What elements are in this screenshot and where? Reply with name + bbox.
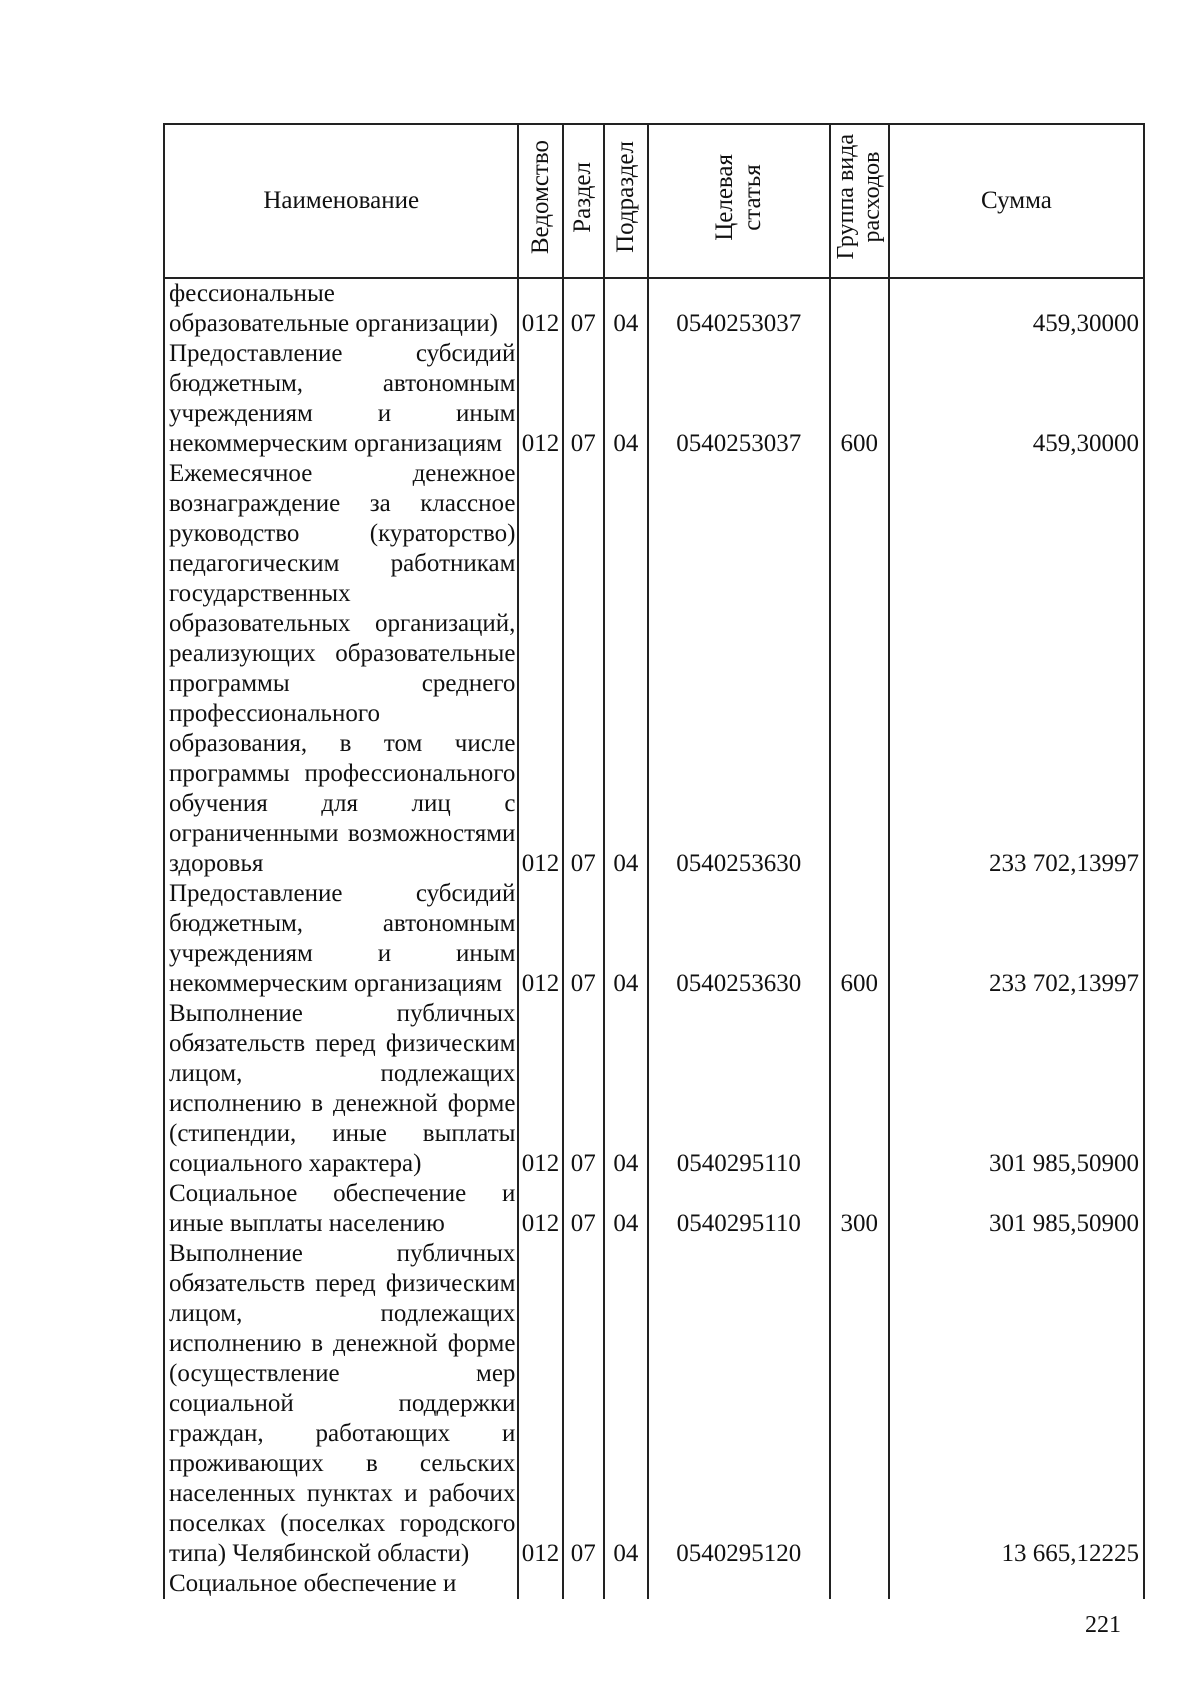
table-row xyxy=(164,1569,1144,1599)
table-header-row xyxy=(164,124,1144,278)
table-row xyxy=(164,999,1144,1179)
row-podrazdel: 04 xyxy=(604,1179,648,1239)
row-gruppa: 300 xyxy=(830,1179,889,1239)
row-podrazdel: 04 xyxy=(604,339,648,459)
row-name: Ежемесячное денежное вознаграждение за классное руководство (кураторство) педагогическим работникам государственных образовательных организаций, реализующих образовательные программы среднего профессионального образования, в том числе программы профессионального обучения для лиц с ограниченными возможностями здоровья xyxy=(164,459,518,879)
row-gruppa xyxy=(830,459,889,879)
row-podrazdel xyxy=(604,1569,648,1599)
row-celevaya: 0540295110 xyxy=(648,1179,830,1239)
row-summa: 301 985,50900 xyxy=(889,999,1144,1179)
row-summa: 233 702,13997 xyxy=(889,879,1144,999)
row-podrazdel: 04 xyxy=(604,1239,648,1569)
row-gruppa: 600 xyxy=(830,879,889,999)
row-celevaya xyxy=(648,1569,830,1599)
row-razdel xyxy=(563,1569,604,1599)
row-gruppa xyxy=(830,999,889,1179)
row-celevaya: 0540253630 xyxy=(648,879,830,999)
row-vedomstvo xyxy=(518,1569,562,1599)
row-vedomstvo: 012 xyxy=(518,999,562,1179)
row-summa: 233 702,13997 xyxy=(889,459,1144,879)
row-name: фессиональные образовательные организации) xyxy=(164,278,518,339)
header-summa: Сумма xyxy=(889,124,1144,278)
row-vedomstvo: 012 xyxy=(518,879,562,999)
row-vedomstvo: 012 xyxy=(518,339,562,459)
row-razdel: 07 xyxy=(563,278,604,339)
row-name: Выполнение публичных обязательств перед физическим лицом, подлежащих исполнению в денежной форме (стипендии, иные выплаты социального характера) xyxy=(164,999,518,1179)
row-razdel: 07 xyxy=(563,999,604,1179)
row-name: Социальное обеспечение и иные выплаты населению xyxy=(164,1179,518,1239)
header-vedomstvo: Ведомство xyxy=(518,124,562,278)
row-razdel: 07 xyxy=(563,459,604,879)
row-podrazdel: 04 xyxy=(604,879,648,999)
row-gruppa xyxy=(830,1569,889,1599)
header-podrazdel: Подраздел xyxy=(604,124,648,278)
row-gruppa xyxy=(830,278,889,339)
row-celevaya: 0540253037 xyxy=(648,278,830,339)
table-row xyxy=(164,278,1144,339)
table-row xyxy=(164,1179,1144,1239)
row-podrazdel: 04 xyxy=(604,999,648,1179)
table-row xyxy=(164,459,1144,879)
row-summa: 301 985,50900 xyxy=(889,1179,1144,1239)
row-summa: 13 665,12225 xyxy=(889,1239,1144,1569)
row-celevaya: 0540253630 xyxy=(648,459,830,879)
row-summa xyxy=(889,1569,1144,1599)
row-celevaya: 0540253037 xyxy=(648,339,830,459)
header-name: Наименование xyxy=(164,124,518,278)
row-summa: 459,30000 xyxy=(889,339,1144,459)
row-vedomstvo: 012 xyxy=(518,278,562,339)
row-name: Социальное обеспечение и xyxy=(164,1569,518,1599)
row-podrazdel: 04 xyxy=(604,278,648,339)
row-celevaya: 0540295110 xyxy=(648,999,830,1179)
table-row xyxy=(164,1239,1144,1569)
header-razdel: Раздел xyxy=(563,124,604,278)
row-gruppa: 600 xyxy=(830,339,889,459)
row-name: Предоставление субсидий бюджетным, автономным учреждениям и иным некоммерческим организациям xyxy=(164,879,518,999)
row-gruppa xyxy=(830,1239,889,1569)
row-celevaya: 0540295120 xyxy=(648,1239,830,1569)
row-vedomstvo: 012 xyxy=(518,1239,562,1569)
row-name: Предоставление субсидий бюджетным, автономным учреждениям и иным некоммерческим организациям xyxy=(164,339,518,459)
row-podrazdel: 04 xyxy=(604,459,648,879)
header-celevaya: Целевая статья xyxy=(648,124,830,278)
header-gruppa: Группа вида расходов xyxy=(830,124,889,278)
row-vedomstvo: 012 xyxy=(518,459,562,879)
row-razdel: 07 xyxy=(563,339,604,459)
row-vedomstvo: 012 xyxy=(518,1179,562,1239)
table-row xyxy=(164,879,1144,999)
row-razdel: 07 xyxy=(563,1239,604,1569)
budget-table xyxy=(163,123,1145,1599)
page-number: 221 xyxy=(1085,1612,1121,1638)
table-row xyxy=(164,339,1144,459)
row-razdel: 07 xyxy=(563,879,604,999)
row-name: Выполнение публичных обязательств перед физическим лицом, подлежащих исполнению в денежной форме (осуществление мер социальной поддержки граждан, работающих и проживающих в сельских населенных пунктах и рабочих поселках (поселках городского типа) Челябинской области) xyxy=(164,1239,518,1569)
row-summa: 459,30000 xyxy=(889,278,1144,339)
row-razdel: 07 xyxy=(563,1179,604,1239)
